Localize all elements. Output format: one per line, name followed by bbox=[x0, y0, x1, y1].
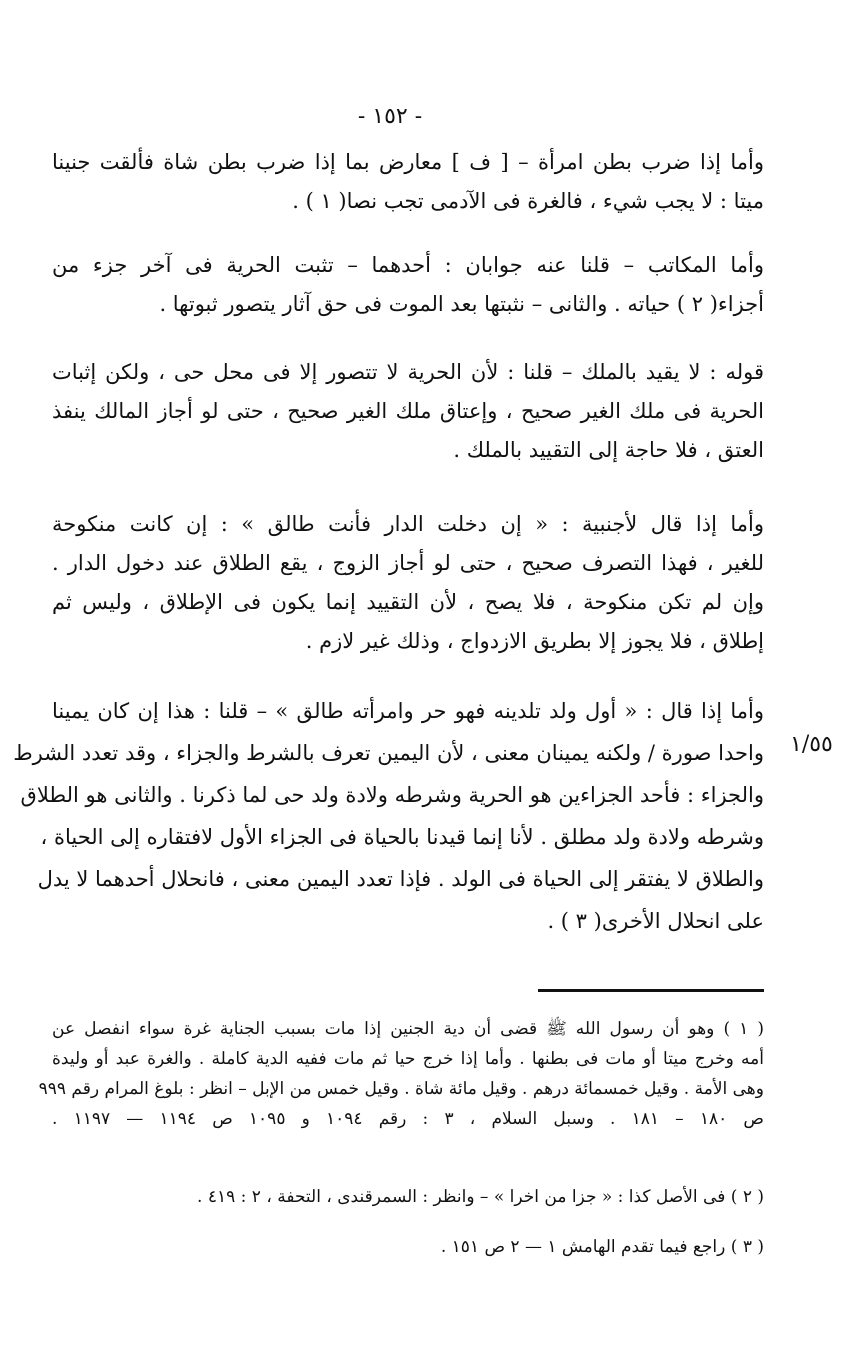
page-number: - ١٥٢ - bbox=[357, 104, 423, 129]
footnote-2 bbox=[52, 1182, 764, 1212]
footnote-line: ( ١ ) وهو أن رسول الله ﷺ قضى أن دية الجنين إذا مات بسبب الجناية غرة سواء انفصل عن bbox=[52, 1019, 764, 1039]
footnote-line: وهى الأمة . وقيل خمسمائة درهم . وقيل مائة شاة . وقيل خمس من الإبل – انظر : بلوغ المرام رقم ٩٩٩ bbox=[38, 1079, 764, 1099]
footnote-1 bbox=[38, 1014, 764, 1134]
text-line: وإن لم تكن منكوحة ، فلا يصح ، لأن التقييد إنما يكون فى الإطلاق ، وليس ثم bbox=[52, 590, 764, 614]
footnote-line: ( ٢ ) فى الأصل كذا : « جزا من اخرا » – وانظر : السمرقندى ، التحفة ، ٢ : ٤١٩ . bbox=[197, 1187, 764, 1207]
text-line: وشرطه ولادة ولد مطلق . لأنا إنما قيدنا بالحياة فى الجزاء الأول لافتقاره إلى الحياة ، bbox=[40, 825, 764, 849]
paragraph-first-child bbox=[13, 690, 764, 942]
footnote-line: ( ٣ ) راجع فيما تقدم الهامش ١ — ٢ ص ١٥١ . bbox=[440, 1237, 764, 1257]
text-line: على انحلال الأخرى( ٣ ) . bbox=[547, 909, 764, 933]
text-line: قوله : لا يقيد بالملك – قلنا : لأن الحرية لا تتصور إلا فى محل حى ، ولكن إثبات bbox=[52, 360, 764, 384]
text-line: وأما المكاتب – قلنا عنه جوابان : أحدهما – تثبت الحرية فى آخر جزء من bbox=[52, 253, 764, 277]
paragraph-pregnant-woman bbox=[52, 143, 764, 221]
footnote-line: أمه وخرج ميتا أو مات فى بطنها . وأما إذا خرج حيا ثم مات ففيه الدية كاملة . والغرة عبد أو وليدة bbox=[52, 1049, 764, 1069]
footnote-line: ص ١٨٠ – ١٨١ . وسبل السلام ، ٣ : رقم ١٠٩٤ و ١٠٩٥ ص ١١٩٤ — ١١٩٧ . bbox=[52, 1109, 764, 1129]
paragraph-mukatab bbox=[52, 246, 764, 324]
footnote-3 bbox=[52, 1232, 764, 1262]
text-line: والطلاق لا يفتقر إلى الحياة فى الولد . فإذا تعدد اليمين معنى ، فانحلال أحدهما لا يدل bbox=[37, 867, 764, 891]
footnote-separator bbox=[538, 989, 764, 992]
text-line: واحدا صورة / ولكنه يمينان معنى ، لأن اليمين تعرف بالشرط والجزاء ، وقد تعدد الشرط bbox=[13, 741, 764, 765]
text-line: وأما إذا قال لأجنبية : « إن دخلت الدار فأنت طالق » : إن كانت منكوحة bbox=[52, 512, 764, 536]
text-line: إطلاق ، فلا يجوز إلا بطريق الازدواج ، وذلك غير لازم . bbox=[305, 629, 764, 653]
paragraph-ownership bbox=[52, 353, 764, 470]
text-line: الحرية فى ملك الغير صحيح ، وإعتاق ملك الغير صحيح ، حتى لو أجاز المالك ينفذ bbox=[52, 399, 764, 423]
text-line: للغير ، فهذا التصرف صحيح ، حتى لو أجاز الزوج ، يقع الطلاق عند دخول الدار . bbox=[52, 551, 764, 575]
paragraph-foreign-woman bbox=[52, 505, 764, 661]
text-line: وأما إذا ضرب بطن امرأة – [ ف ] معارض بما إذا ضرب بطن شاة فألقت جنينا bbox=[52, 150, 764, 174]
text-line: ميتا : لا يجب شيء ، فالغرة فى الآدمى تجب نصا( ١ ) . bbox=[292, 189, 764, 213]
text-line: والجزاء : فأحد الجزاءين هو الحرية وشرطه ولادة ولد حى لما ذكرنا . والثانى هو الطلاق bbox=[20, 783, 764, 807]
text-line: وأما إذا قال : « أول ولد تلدينه فهو حر وامرأته طالق » – قلنا : هذا إن كان يمينا bbox=[52, 699, 764, 723]
text-line: أجزاء( ٢ ) حياته . والثانى – نثبتها بعد الموت فى حق آثار يتصور ثبوتها . bbox=[159, 292, 764, 316]
text-line: العتق ، فلا حاجة إلى التقييد بالملك . bbox=[453, 438, 764, 462]
folio-margin-note: ١/٥٥ bbox=[790, 732, 833, 757]
